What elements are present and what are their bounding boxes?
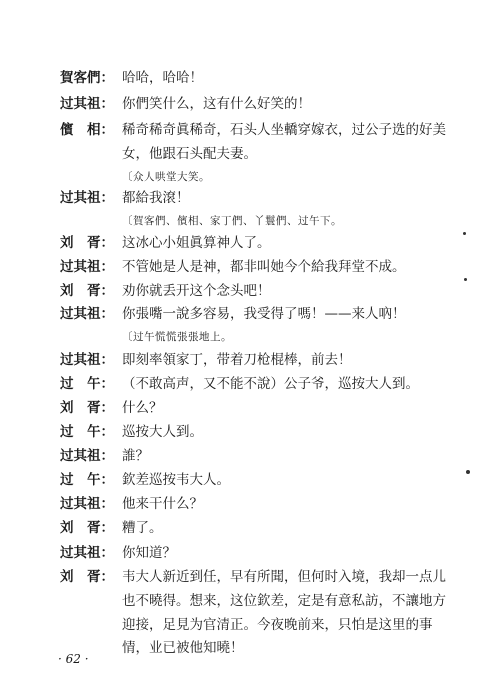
speaker-name: 过其祖： [60, 496, 114, 512]
speaker-name: 过其祖： [60, 352, 114, 368]
speaker-name: 刘 胥： [60, 569, 114, 585]
dialogue-text: 女，他跟石头配夫妻。 [122, 146, 257, 162]
dialogue-text: 即刻率領家丁，带着刀枪棍棒，前去！ [122, 352, 352, 368]
dialogue-text: 劝你就丢开这个念头吧！ [122, 283, 271, 299]
dialogue-text: 这冰心小姐眞算神人了。 [122, 235, 271, 251]
dialogue-text: 什么？ [122, 400, 163, 416]
speaker-name: 过其祖： [60, 259, 114, 275]
page-number: · 62 · [58, 652, 89, 666]
stage-direction-text: 〔賀客們、儐相、家丁們、丫鬟們、过午下。 [122, 215, 342, 227]
speaker-name: 过 午： [60, 472, 114, 488]
dialogue-text: 誰？ [122, 448, 149, 464]
speaker-name: 賀客們： [60, 70, 114, 86]
dialogue-text: 他来干什么？ [122, 496, 203, 512]
dialogue-text: 欽差巡按韦大人。 [122, 472, 230, 488]
dialogue-text: 都給我滾！ [122, 190, 190, 206]
speaker-name: 过其祖： [60, 448, 114, 464]
scan-speck [464, 278, 467, 281]
dialogue-text: 也不曉得。想来，这位欽差，定是有意私訪，不讓地方 [122, 593, 446, 609]
speaker-name: 儐 相： [60, 122, 114, 138]
scan-speck [466, 470, 470, 474]
dialogue-text: 不管她是人是神，都非叫她今个給我拜堂不成。 [122, 259, 406, 275]
speaker-name: 过 午： [60, 424, 114, 440]
speaker-name: 刘 胥： [60, 283, 114, 299]
speaker-name: 过其祖： [60, 190, 114, 206]
scan-speck [463, 232, 466, 235]
dialogue-text: 哈哈，哈哈！ [122, 70, 203, 86]
dialogue-text: （不敢高声，又不能不說）公子爷，巡按大人到。 [122, 376, 419, 392]
dialogue-text: 巡按大人到。 [122, 424, 203, 440]
stage-direction-text: 〔众人哄堂大笑。 [122, 171, 210, 183]
dialogue-text: 你知道？ [122, 545, 176, 561]
stage-direction-text: 〔过午慌慌張張地上。 [122, 331, 232, 343]
speaker-name: 刘 胥： [60, 400, 114, 416]
speaker-name: 过 午： [60, 376, 114, 392]
dialogue-text: 情，业已被他知曉！ [122, 640, 244, 656]
dialogue-text: 你張嘴一說多容易，我受得了嗎！——来人吶！ [122, 306, 406, 322]
speaker-name: 过其祖： [60, 96, 114, 112]
dialogue-text: 糟了。 [122, 520, 163, 536]
speaker-name: 刘 胥： [60, 520, 114, 536]
dialogue-text: 稀奇稀奇眞稀奇，石头人坐轎穿嫁衣，过公子选的好美 [122, 122, 446, 138]
dialogue-text: 韦大人新近到任，早有所聞，但何时入境，我却一点儿 [122, 569, 446, 585]
dialogue-text: 迎接，足見为官清正。今夜晚前来，只怕是这里的事 [122, 617, 433, 633]
speaker-name: 过其祖： [60, 545, 114, 561]
speaker-name: 刘 胥： [60, 235, 114, 251]
dialogue-text: 你們笑什么，这有什么好笑的！ [122, 96, 311, 112]
speaker-name: 过其祖： [60, 306, 114, 322]
